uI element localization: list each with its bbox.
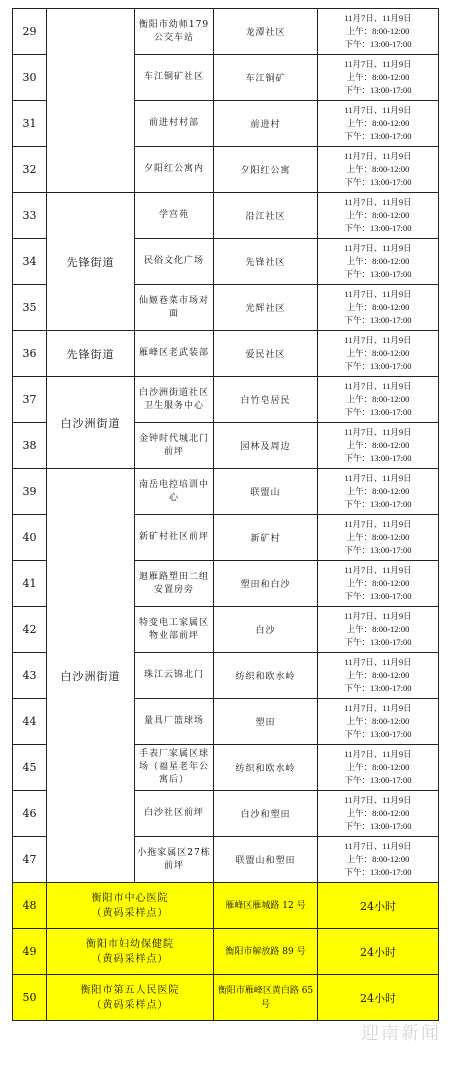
hospital-address-cell: 雁峰区雁城路 12 号 [214,883,318,929]
row-number: 42 [13,607,47,653]
time-cell: 11月7日、11月9日 上午：8:00-12:00 下午：13:00-17:00 [318,101,439,147]
hospital-time-cell: 24小时 [318,975,439,1021]
time-cell: 11月7日、11月9日 上午：8:00-12:00 下午：13:00-17:00 [318,377,439,423]
row-number: 38 [13,423,47,469]
site-cell: 新矿村社区前坪 [135,515,214,561]
site-cell: 南岳电控培训中心 [135,469,214,515]
row-number: 45 [13,745,47,791]
site-cell: 白沙洲街道社区卫生服务中心 [135,377,214,423]
hospital-name-cell: 衡阳市第五人民医院 （黄码采样点） [47,975,214,1021]
table-row [13,377,439,423]
community-cell: 沿江社区 [214,193,318,239]
time-cell: 11月7日、11月9日 上午：8:00-12:00 下午：13:00-17:00 [318,515,439,561]
site-cell: 量具厂篮球场 [135,699,214,745]
site-cell: 金钟时代城北门前坪 [135,423,214,469]
site-cell: 前进村村部 [135,101,214,147]
site-cell: 迴雁路塑田二组安置房旁 [135,561,214,607]
site-cell: 特变电工家属区物业部前坪 [135,607,214,653]
site-cell: 夕阳红公寓内 [135,147,214,193]
time-cell: 11月7日、11月9日 上午：8:00-12:00 下午：13:00-17:00 [318,699,439,745]
hospital-name-cell: 衡阳市中心医院 （黄码采样点） [47,883,214,929]
site-cell: 仙姬巷菜市场对面 [135,285,214,331]
time-cell: 11月7日、11月9日 上午：8:00-12:00 下午：13:00-17:00 [318,285,439,331]
table-row [13,193,439,239]
hospital-row [13,929,439,975]
site-cell: 学宫苑 [135,193,214,239]
time-cell: 11月7日、11月9日 上午：8:00-12:00 下午：13:00-17:00 [318,193,439,239]
community-cell: 新矿村 [214,515,318,561]
community-cell: 塑田和白沙 [214,561,318,607]
table-row [13,9,439,55]
community-cell: 联盟山和塑田 [214,837,318,883]
testing-sites-table [12,8,439,1021]
row-number: 43 [13,653,47,699]
time-cell: 11月7日、11月9日 上午：8:00-12:00 下午：13:00-17:00 [318,607,439,653]
community-cell: 车江铜矿 [214,55,318,101]
watermark: 迎南新闻 [361,1023,441,1044]
site-cell: 雁峰区老武装部 [135,331,214,377]
site-cell: 珠江云锦北门 [135,653,214,699]
community-cell: 白竹皂居民 [214,377,318,423]
row-number: 39 [13,469,47,515]
table-row [13,331,439,377]
table-row [13,469,439,515]
row-number: 50 [13,975,47,1021]
row-number: 37 [13,377,47,423]
hospital-time-cell: 24小时 [318,929,439,975]
community-cell: 联盟山 [214,469,318,515]
row-number: 34 [13,239,47,285]
time-cell: 11月7日、11月9日 上午：8:00-12:00 下午：13:00-17:00 [318,837,439,883]
time-cell: 11月7日、11月9日 上午：8:00-12:00 下午：13:00-17:00 [318,239,439,285]
site-cell: 小拖家属区27栋前坪 [135,837,214,883]
hospital-name-cell: 衡阳市妇幼保健院 （黄码采样点） [47,929,214,975]
site-cell: 手表厂家属区球场（福星老年公寓后） [135,745,214,791]
community-cell: 纺织和欧水岭 [214,745,318,791]
row-number: 33 [13,193,47,239]
row-number: 47 [13,837,47,883]
row-number: 44 [13,699,47,745]
time-cell: 11月7日、11月9日 上午：8:00-12:00 下午：13:00-17:00 [318,9,439,55]
row-number: 48 [13,883,47,929]
row-number: 49 [13,929,47,975]
time-cell: 11月7日、11月9日 上午：8:00-12:00 下午：13:00-17:00 [318,561,439,607]
site-cell: 衡阳市幼师179公交车站 [135,9,214,55]
site-cell: 车江铜矿社区 [135,55,214,101]
site-cell: 民俗文化广场 [135,239,214,285]
street-cell: 白沙洲街道 [47,469,135,883]
community-cell: 夕阳红公寓 [214,147,318,193]
street-cell-empty [47,9,135,193]
community-cell: 龙潭社区 [214,9,318,55]
community-cell: 光辉社区 [214,285,318,331]
community-cell: 塑田 [214,699,318,745]
time-cell: 11月7日、11月9日 上午：8:00-12:00 下午：13:00-17:00 [318,745,439,791]
community-cell: 前进村 [214,101,318,147]
time-cell: 11月7日、11月9日 上午：8:00-12:00 下午：13:00-17:00 [318,331,439,377]
time-cell: 11月7日、11月9日 上午：8:00-12:00 下午：13:00-17:00 [318,791,439,837]
street-cell: 先锋街道 [47,193,135,331]
time-cell: 11月7日、11月9日 上午：8:00-12:00 下午：13:00-17:00 [318,147,439,193]
hospital-row [13,883,439,929]
time-cell: 11月7日、11月9日 上午：8:00-12:00 下午：13:00-17:00 [318,653,439,699]
time-cell: 11月7日、11月9日 上午：8:00-12:00 下午：13:00-17:00 [318,423,439,469]
time-cell: 11月7日、11月9日 上午：8:00-12:00 下午：13:00-17:00 [318,55,439,101]
community-cell: 白沙 [214,607,318,653]
row-number: 40 [13,515,47,561]
row-number: 31 [13,101,47,147]
street-cell: 先锋街道 [47,331,135,377]
row-number: 36 [13,331,47,377]
row-number: 29 [13,9,47,55]
community-cell: 白沙和塑田 [214,791,318,837]
hospital-row [13,975,439,1021]
community-cell: 园林及周边 [214,423,318,469]
community-cell: 先锋社区 [214,239,318,285]
row-number: 46 [13,791,47,837]
hospital-address-cell: 衡阳市雁峰区黄白路 65 号 [214,975,318,1021]
row-number: 30 [13,55,47,101]
community-cell: 爱民社区 [214,331,318,377]
row-number: 41 [13,561,47,607]
site-cell: 白沙社区前坪 [135,791,214,837]
hospital-time-cell: 24小时 [318,883,439,929]
hospital-address-cell: 衡阳市解放路 89 号 [214,929,318,975]
row-number: 35 [13,285,47,331]
community-cell: 纺织和欧水岭 [214,653,318,699]
time-cell: 11月7日、11月9日 上午：8:00-12:00 下午：13:00-17:00 [318,469,439,515]
street-cell: 白沙洲街道 [47,377,135,469]
row-number: 32 [13,147,47,193]
